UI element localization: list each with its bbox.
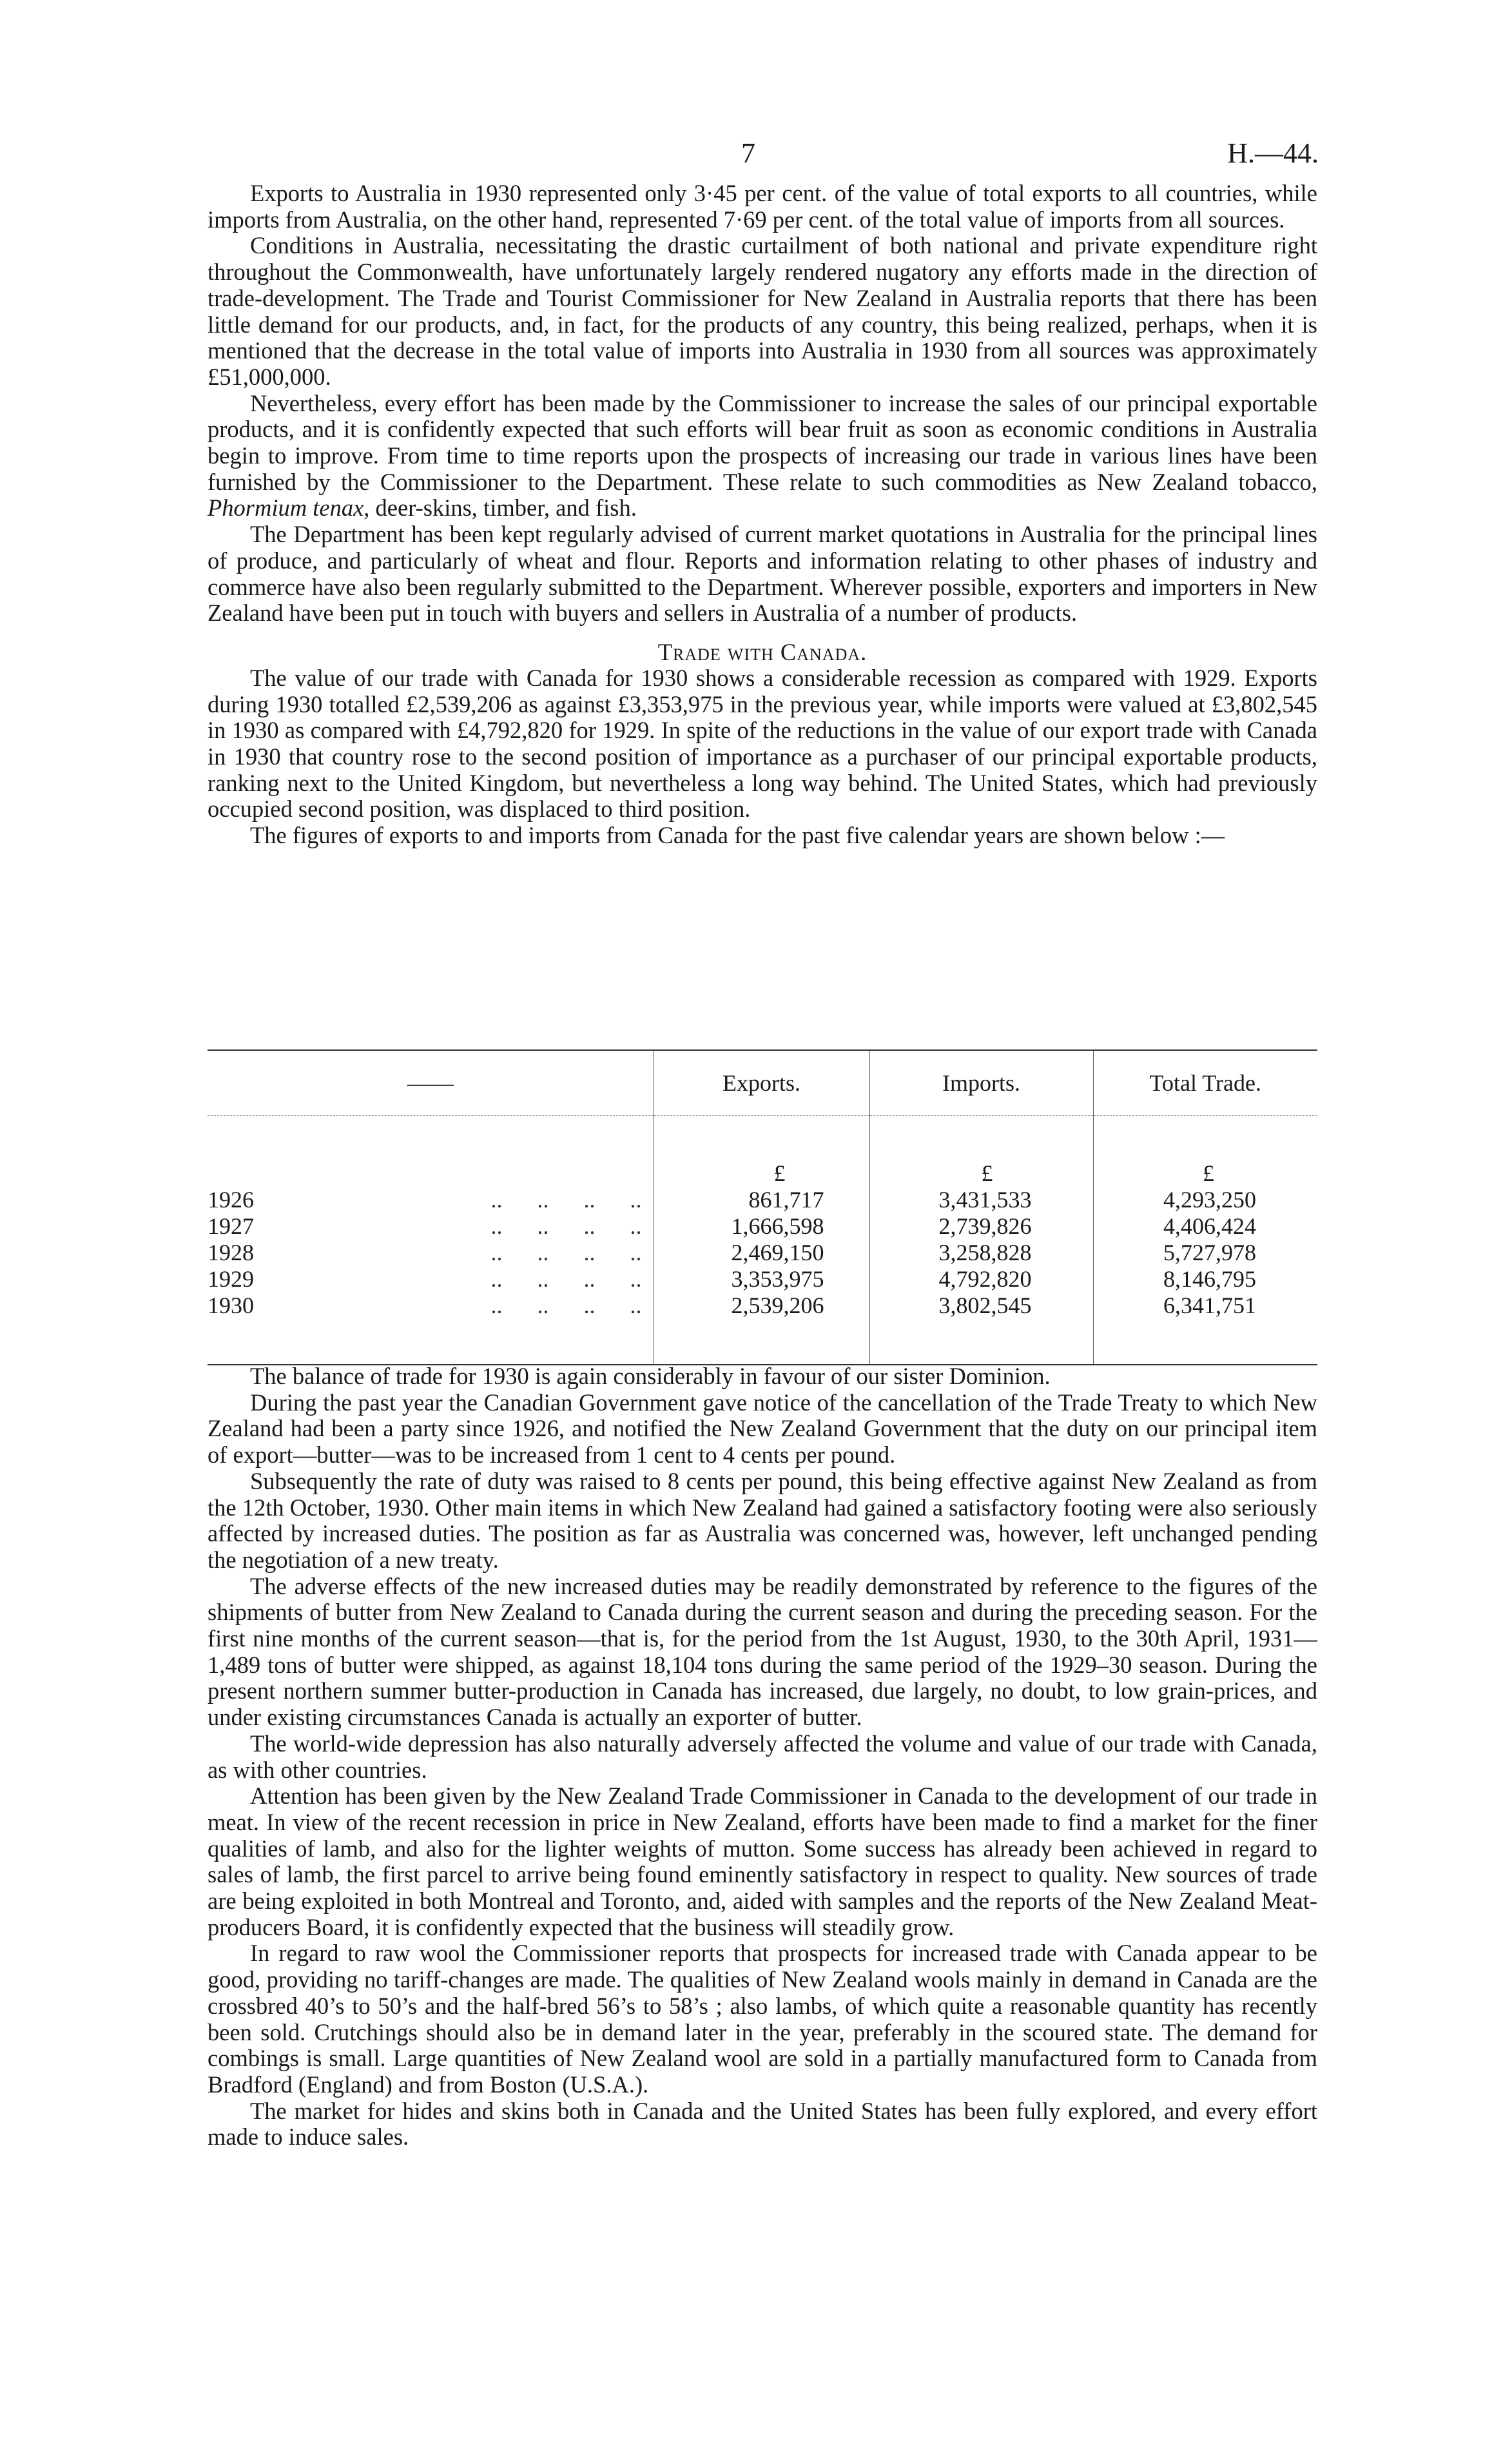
imports-cell: 4,792,820: [869, 1266, 1093, 1293]
imports-cell: 3,258,828: [869, 1240, 1093, 1266]
text: Nevertheless, every effort has been made by the Commissioner to increase the sales of our principal exportable products, and it is confidently expected that such efforts will bear fruit as soon as economic conditions in Australia begin to improve. From time to time reports upon the prospects of increasing our trade in various lines have been furnished by the Commissioner to the Department. These relate to such commodities as New Zealand tobacco,: [208, 389, 1317, 495]
table-row: [208, 1293, 1317, 1319]
stub-header: ——: [407, 1070, 454, 1096]
column-header-total: Total Trade.: [1093, 1050, 1317, 1116]
total-cell: 4,406,424: [1093, 1213, 1317, 1240]
dot-leader: .. .. .. ..: [490, 1266, 642, 1292]
total-cell: 8,146,795: [1093, 1266, 1317, 1293]
text: , deer-skins, timber, and fish.: [363, 494, 637, 522]
dot-leader: .. .. .. ..: [490, 1187, 642, 1213]
paragraph: Attention has been given by the New Zealand Trade Commissioner in Canada to the development of our trade in meat. In view of the recent recession in price in New Zealand, efforts have been made to find a market for the finer qualities of lamb, and also for the lighter weights of mutton. Some success has already been achieved in regard to sales of lamb, the first parcel to arrive being found eminently satisfactory in respect to quality. New sources of trade are being exploited in both Montreal and Toronto, and, aided with samples and the reports of the New Zealand Meat-producers Board, it is confidently expected that the business will steadily grow.: [208, 1782, 1317, 1940]
paragraph: Conditions in Australia, necessitating the drastic curtailment of both national and private expenditure right throughout the Commonwealth, have unfortunately largely rendered nugatory any efforts made in the direction of trade-development. The Trade and Tourist Commissioner for New Zealand in Australia reports that there has been little demand for our products, and, in fact, for the products of any country, this being realized, perhaps, when it is mentioned that the decrease in the total value of imports into Australia in 1930 from all sources was approximately £51,000,000.: [208, 232, 1317, 390]
imports-cell: 3,802,545: [869, 1293, 1093, 1319]
page-number: 7: [741, 137, 755, 169]
canada-trade-table: [208, 1049, 1317, 1365]
paragraph: [208, 391, 1317, 522]
body-text-lower: [208, 1363, 1317, 2151]
table-row: [208, 1266, 1317, 1293]
unit-row: [208, 1116, 1317, 1187]
unit-label: £: [1093, 1116, 1317, 1187]
table-row: [208, 1213, 1317, 1240]
column-header-imports: Imports.: [869, 1050, 1093, 1116]
year-cell: 1930 .. .. .. ..: [208, 1293, 654, 1319]
body-text-upper: [208, 181, 1317, 849]
paragraph: The Department has been kept regularly advised of current market quotations in Australia for the principal lines of produce, and particularly of wheat and flour. Reports and information relating to other phases of industry and commerce have also been regularly submitted to the Department. Wherever possible, exporters and importers in New Zealand have been put in touch with buyers and sellers in Australia of a number of products.: [208, 521, 1317, 627]
paragraph: Exports to Australia in 1930 represented only 3·45 per cent. of the value of total exports to all countries, while imports from Australia, on the other hand, represented 7·69 per cent. of the total value of imports from all sources.: [208, 180, 1317, 233]
total-cell: 5,727,978: [1093, 1240, 1317, 1266]
paragraph: The value of our trade with Canada for 1930 shows a considerable recession as compared with 1929. Exports during 1930 totalled £2,539,206 as against £3,353,975 in the previous year, while imports were valued at £3,802,545 in 1930 as compared with £4,792,820 for 1929. In spite of the reductions in the value of our export trade with Canada in 1930 that country rose to the second position of importance as a purchaser of our principal exportable products, ranking next to the United Kingdom, but nevertheless a long way behind. The United States, which had previously occupied second position, was displaced to third position.: [208, 664, 1317, 823]
italic-term: Phormium tenax: [208, 494, 364, 522]
table-row: [208, 1187, 1317, 1213]
year-cell: 1928 .. .. .. ..: [208, 1240, 654, 1266]
unit-label: £: [869, 1116, 1093, 1187]
paragraph: The balance of trade for 1930 is again considerably in favour of our sister Dominion.: [250, 1363, 1051, 1389]
total-cell: 4,293,250: [1093, 1187, 1317, 1213]
paragraph: The figures of exports to and imports from Canada for the past five calendar years are shown below :—: [250, 822, 1225, 849]
paragraph: The market for hides and skins both in Canada and the United States has been fully explored, and every effort made to induce sales.: [208, 2097, 1317, 2151]
exports-cell: 861,717: [654, 1187, 869, 1213]
exports-cell: 3,353,975: [654, 1266, 869, 1293]
paragraph: In regard to raw wool the Commissioner reports that prospects for increased trade with Canada appear to be good, providing no tariff-changes are made. The qualities of New Zealand wools mainly in demand in Canada are the crossbred 40’s to 50’s and the half-bred 56’s to 58’s ; also lambs, of which quite a reasonable quantity has recently been sold. Crutchings should also be in demand later in the year, preferably in the scoured state. The demand for combings is small. Large quantities of New Zealand wool are sold in a partially manufactured form to Canada from Bradford (England) and from Boston (U.S.A.).: [208, 1940, 1317, 2098]
imports-cell: 3,431,533: [869, 1187, 1093, 1213]
paragraph: The adverse effects of the new increased duties may be readily demonstrated by reference to the figures of the shipments of butter from New Zealand to Canada during the current season and during the preceding season. For the first nine months of the current season—that is, for the period from the 1st August, 1930, to the 30th April, 1931—1,489 tons of butter were shipped, as against 18,104 tons during the same period of the 1929–30 season. During the present northern summer butter-production in Canada has increased, due largely, no doubt, to low grain-prices, and under existing circumstances Canada is actually an exporter of butter.: [208, 1572, 1317, 1731]
year-cell: 1929 .. .. .. ..: [208, 1266, 654, 1293]
section-heading: Trade with Canada.: [657, 638, 867, 665]
exports-cell: 2,539,206: [654, 1293, 869, 1319]
table-row: [208, 1240, 1317, 1266]
dot-leader: .. .. .. ..: [490, 1213, 642, 1239]
column-header-exports: Exports.: [654, 1050, 869, 1116]
unit-label: £: [654, 1116, 869, 1187]
paragraph: During the past year the Canadian Government gave notice of the cancellation of the Trade Treaty to which New Zealand had been a party since 1926, and notified the New Zealand Government that the duty on our principal item of export—butter—was to be increased from 1 cent to 4 cents per pound.: [208, 1389, 1317, 1468]
document-reference: H.—44.: [1227, 137, 1319, 169]
dot-leader: .. .. .. ..: [490, 1293, 642, 1318]
exports-cell: 1,666,598: [654, 1213, 869, 1240]
table-header-row: [208, 1050, 1317, 1116]
year-cell: 1926 .. .. .. ..: [208, 1187, 654, 1213]
paragraph: Subsequently the rate of duty was raised to 8 cents per pound, this being effective against New Zealand as from the 12th October, 1930. Other main items in which New Zealand had gained a satisfactory footing were also seriously affected by increased duties. The position as far as Australia was concerned was, however, left unchanged pending the negotiation of a new treaty.: [208, 1467, 1317, 1573]
paragraph: The world-wide depression has also naturally adversely affected the volume and value of our trade with Canada, as with other countries.: [208, 1730, 1317, 1783]
exports-cell: 2,469,150: [654, 1240, 869, 1266]
total-cell: 6,341,751: [1093, 1293, 1317, 1319]
year-cell: 1927 .. .. .. ..: [208, 1213, 654, 1240]
dot-leader: .. .. .. ..: [490, 1240, 642, 1265]
imports-cell: 2,739,826: [869, 1213, 1093, 1240]
